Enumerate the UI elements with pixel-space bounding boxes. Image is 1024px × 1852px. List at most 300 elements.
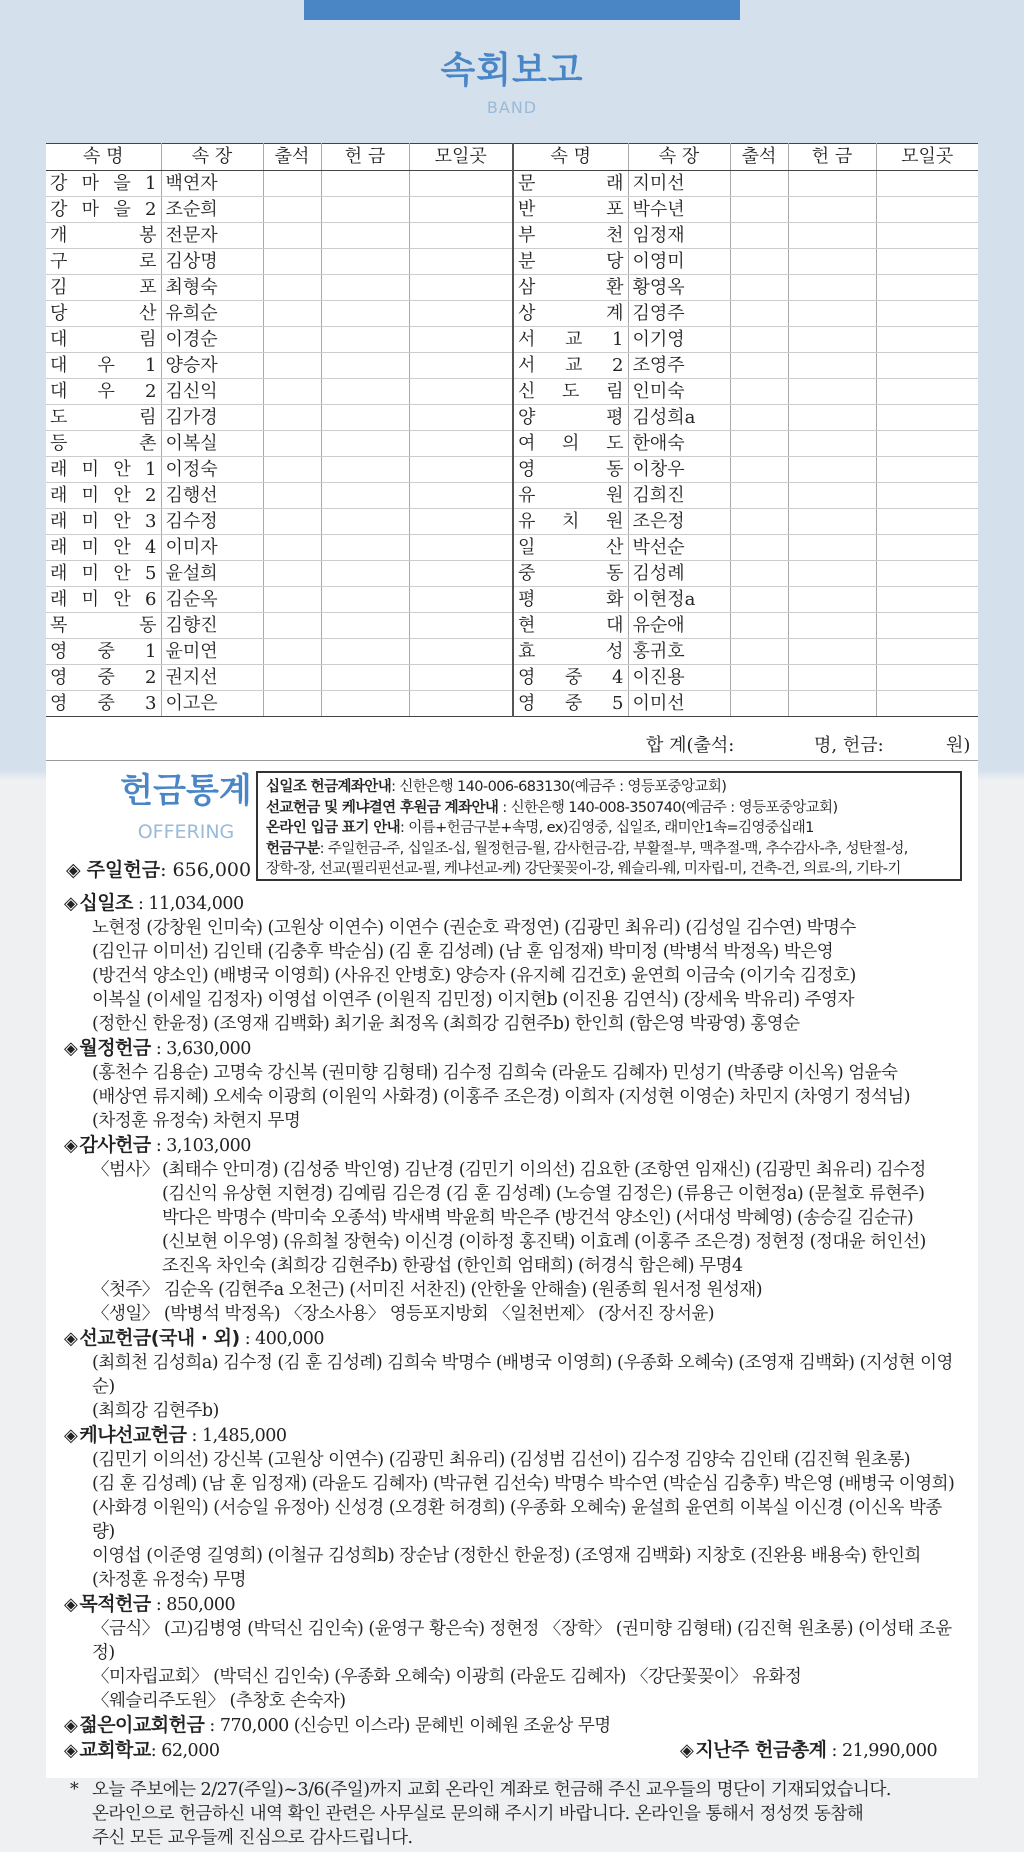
leader-name: 권지선 <box>161 665 263 691</box>
donor-line: (최희천 김성희a) 김수정 (김 훈 김성례) 김희숙 박명수 (배병국 이영희) (우종화 오혜숙) (조영재 김백화) (지성현 이영순) <box>92 1353 953 1397</box>
section-body <box>64 1351 964 1423</box>
section-label: 목적헌금 <box>79 1593 151 1615</box>
group-name: 평 화 <box>513 587 628 613</box>
meeting-place-cell <box>876 483 978 509</box>
attendance-cell <box>730 613 788 639</box>
table-row <box>46 171 978 197</box>
offering-cell <box>321 587 409 613</box>
section-text: : 770,000 (신승민 이스라) 문혜빈 이혜원 조윤상 무명 <box>204 1716 611 1736</box>
leader-name: 이미선 <box>628 691 730 717</box>
sunday-offering <box>66 855 251 882</box>
offering-cell <box>788 223 876 249</box>
offering-cell <box>321 327 409 353</box>
attendance-cell <box>730 457 788 483</box>
offering-title: 헌금통계 <box>120 771 252 811</box>
section-amount: : 11,034,000 <box>132 894 244 914</box>
leader-name: 전문자 <box>161 223 263 249</box>
leader-name: 김향진 <box>161 613 263 639</box>
section-body <box>64 1617 964 1713</box>
group-name: 삼 환 <box>513 275 628 301</box>
account-label: 십일조 헌금계좌안내 <box>266 779 392 795</box>
leader-name: 이영미 <box>628 249 730 275</box>
section-amount: : 1,485,000 <box>186 1426 287 1446</box>
notice-line: 주신 모든 교우들께 진심으로 감사드립니다. <box>92 1828 413 1848</box>
column-header: 모일곳 <box>876 144 978 171</box>
attendance-cell <box>730 327 788 353</box>
section-label: 케냐선교헌금 <box>79 1424 187 1446</box>
section-heading <box>64 1592 964 1617</box>
group-name: 당 산 <box>46 301 161 327</box>
attendance-cell <box>730 535 788 561</box>
group-name: 구 로 <box>46 249 161 275</box>
offering-cell <box>788 535 876 561</box>
table-row <box>46 639 978 665</box>
page-subtitle: BAND <box>486 98 538 117</box>
column-header: 헌 금 <box>321 144 409 171</box>
table-row <box>46 483 978 509</box>
offering-cell <box>321 223 409 249</box>
group-name: 래 미 안 2 <box>46 483 161 509</box>
diamond-icon: ◈ <box>66 859 81 881</box>
offering-cell <box>321 275 409 301</box>
leader-name: 인미숙 <box>628 379 730 405</box>
attendance-cell <box>263 665 321 691</box>
diamond-icon: ◈ <box>64 1740 78 1761</box>
section-tag: 〈범사〉 <box>92 1160 159 1180</box>
offering-cell <box>321 353 409 379</box>
leader-name: 김영주 <box>628 301 730 327</box>
section-label: 젊은이교회헌금 <box>79 1714 205 1736</box>
account-line <box>266 839 952 860</box>
group-name: 서 교 2 <box>513 353 628 379</box>
meeting-place-cell <box>409 327 513 353</box>
sunday-offering-value: : 656,000 <box>160 859 252 881</box>
donor-line: 노현정 (강창원 인미숙) (고원상 이연수) 이연수 (권순호 곽정연) (김광민 최유리) (김성일 김수연) 박명수 <box>92 918 856 938</box>
meeting-place-cell <box>876 249 978 275</box>
table-row <box>46 665 978 691</box>
group-name: 분 당 <box>513 249 628 275</box>
total-label: 합 계(출석: <box>646 735 735 756</box>
offering-section <box>64 1036 964 1133</box>
leader-name: 이현정a <box>628 587 730 613</box>
leader-name: 양승자 <box>161 353 263 379</box>
account-line <box>266 818 952 839</box>
offering-cell <box>788 171 876 197</box>
attendance-cell <box>263 379 321 405</box>
section-heading <box>64 1133 964 1158</box>
attendance-cell <box>263 171 321 197</box>
leader-name: 김신익 <box>161 379 263 405</box>
leader-name: 이복실 <box>161 431 263 457</box>
group-name: 상 계 <box>513 301 628 327</box>
attendance-cell <box>263 353 321 379</box>
meeting-place-cell <box>876 431 978 457</box>
offering-cell <box>321 405 409 431</box>
donor-line: (방건석 양소인) (배병국 이영희) (사유진 안병호) 양승자 (유지혜 김건호) 윤연희 이금숙 (이기숙 김정호) <box>92 966 856 986</box>
donor-line <box>92 1206 964 1230</box>
leader-name: 한애숙 <box>628 431 730 457</box>
last-week-total <box>680 1738 937 1763</box>
attendance-cell <box>263 483 321 509</box>
donor-text: (신보현 이우영) (유희철 장현숙) 이신경 (이하정 홍진택) 이효례 (이홍주 조은경) 정현정 (정대윤 허인선) <box>162 1232 926 1252</box>
top-accent-bar <box>304 0 740 20</box>
diamond-icon: ◈ <box>64 1135 78 1156</box>
group-name: 래 미 안 1 <box>46 457 161 483</box>
meeting-place-cell <box>876 327 978 353</box>
attendance-cell <box>730 353 788 379</box>
column-header: 속 명 <box>46 144 161 171</box>
leader-name: 지미선 <box>628 171 730 197</box>
attendance-cell <box>730 483 788 509</box>
section-heading <box>64 1423 964 1448</box>
leader-name: 유순애 <box>628 613 730 639</box>
offering-cell <box>321 665 409 691</box>
group-name: 부 천 <box>513 223 628 249</box>
attendance-cell <box>730 587 788 613</box>
group-name: 반 포 <box>513 197 628 223</box>
group-name: 래 미 안 6 <box>46 587 161 613</box>
column-header: 출석 <box>263 144 321 171</box>
offering-cell <box>321 613 409 639</box>
group-name: 도 림 <box>46 405 161 431</box>
account-line <box>266 859 952 880</box>
account-line <box>266 798 952 819</box>
offering-sections <box>64 891 964 1850</box>
diamond-icon: ◈ <box>64 1425 78 1446</box>
donor-line: (김인규 이미선) 김인태 (김충후 박순심) (김 훈 김성례) (남 훈 임정재) 박미정 (박병석 박정옥) 박은영 <box>92 942 834 962</box>
section-label: 감사헌금 <box>79 1134 151 1156</box>
meeting-place-cell <box>409 457 513 483</box>
table-row <box>46 379 978 405</box>
group-name: 김 포 <box>46 275 161 301</box>
attendance-cell <box>263 535 321 561</box>
attendance-cell <box>263 587 321 613</box>
meeting-place-cell <box>409 405 513 431</box>
leader-name: 이진용 <box>628 665 730 691</box>
group-name: 여 의 도 <box>513 431 628 457</box>
offering-cell <box>321 457 409 483</box>
attendance-cell <box>263 613 321 639</box>
meeting-place-cell <box>409 249 513 275</box>
attendance-cell <box>730 691 788 717</box>
section-text: : 62,000 <box>150 1741 220 1761</box>
attendance-cell <box>730 197 788 223</box>
section-label: 지난주 헌금총계 <box>695 1739 827 1761</box>
group-name: 현 대 <box>513 613 628 639</box>
donor-text: (김신익 유상현 지현경) 김예림 김은경 (김 훈 김성례) (노승열 김정은) (류용근 이현정a) (문철호 류현주) <box>162 1184 925 1204</box>
leader-name: 백연자 <box>161 171 263 197</box>
donor-line: (김민기 이의선) 강신복 (고원상 이연수) (김광민 최유리) (김성범 김선이) 김수정 김양숙 김인태 (김진혁 원초롱) <box>92 1450 911 1470</box>
attendance-cell <box>263 405 321 431</box>
table-row <box>46 457 978 483</box>
meeting-place-cell <box>876 275 978 301</box>
group-name: 신 도 림 <box>513 379 628 405</box>
attendance-cell <box>263 197 321 223</box>
attendance-cell <box>730 639 788 665</box>
section-heading <box>64 1036 964 1061</box>
meeting-place-cell <box>409 301 513 327</box>
table-row <box>46 405 978 431</box>
leader-name: 황영옥 <box>628 275 730 301</box>
column-header: 출석 <box>730 144 788 171</box>
meeting-place-cell <box>409 431 513 457</box>
offering-cell <box>788 249 876 275</box>
section-body <box>64 1448 964 1592</box>
meeting-place-cell <box>409 587 513 613</box>
section-text: : 21,990,000 <box>826 1741 938 1761</box>
account-info-box <box>256 771 962 881</box>
meeting-place-cell <box>409 483 513 509</box>
donor-line <box>92 1158 964 1182</box>
offering-subtitle: OFFERING <box>137 821 235 843</box>
group-name: 유 원 <box>513 483 628 509</box>
section-body <box>64 1158 964 1326</box>
leader-name: 이창우 <box>628 457 730 483</box>
meeting-place-cell <box>876 535 978 561</box>
section-amount: : 3,630,000 <box>150 1039 251 1059</box>
attendance-cell <box>730 249 788 275</box>
donor-line: (홍천수 김용순) 고명숙 강신복 (권미향 김형태) 김수정 김희숙 (라윤도 김혜자) 민성기 (박종량 이신옥) 엄윤숙 <box>92 1063 898 1083</box>
section-body <box>64 916 964 1036</box>
section-heading <box>64 891 964 916</box>
donor-line: 〈첫주〉 김순옥 (김현주a 오천근) (서미진 서찬진) (안한울 안해솔) (원종희 원서정 원성재) <box>92 1280 763 1300</box>
meeting-place-cell <box>876 665 978 691</box>
asterisk-icon: * <box>70 1780 79 1800</box>
diamond-icon: ◈ <box>64 893 78 914</box>
meeting-place-cell <box>409 639 513 665</box>
leader-name: 박선순 <box>628 535 730 561</box>
leader-name: 김상명 <box>161 249 263 275</box>
offering-cell <box>321 171 409 197</box>
diamond-icon: ◈ <box>64 1715 78 1736</box>
total-count-unit: 명, 헌금: <box>814 735 884 756</box>
offering-cell <box>788 431 876 457</box>
group-name: 목 동 <box>46 613 161 639</box>
attendance-cell <box>730 275 788 301</box>
attendance-cell <box>730 223 788 249</box>
meeting-place-cell <box>409 275 513 301</box>
offering-cell <box>788 197 876 223</box>
column-header: 속 장 <box>161 144 263 171</box>
group-name: 래 미 안 4 <box>46 535 161 561</box>
account-text: : 신한은행 140-008-350740(예금주 : 영등포중앙교회) <box>498 799 838 816</box>
offering-cell <box>788 587 876 613</box>
group-name: 양 평 <box>513 405 628 431</box>
leader-name: 윤설희 <box>161 561 263 587</box>
attendance-cell <box>730 665 788 691</box>
leader-name: 김희진 <box>628 483 730 509</box>
account-label: 온라인 입금 표기 안내 <box>266 820 401 836</box>
donor-line <box>92 1254 964 1278</box>
group-name: 대 우 1 <box>46 353 161 379</box>
attendance-cell <box>263 691 321 717</box>
donor-line: (김 훈 김성례) (남 훈 임정재) (라윤도 김혜자) (박규현 김선숙) 박명수 박수연 (박순심 김충후) 박은영 (배병국 이영희) <box>92 1474 955 1494</box>
group-name: 일 산 <box>513 535 628 561</box>
group-name: 래 미 안 3 <box>46 509 161 535</box>
notice-note <box>64 1778 964 1850</box>
group-name: 서 교 1 <box>513 327 628 353</box>
group-name: 문 래 <box>513 171 628 197</box>
offering-cell <box>788 509 876 535</box>
diamond-icon: ◈ <box>64 1594 78 1615</box>
leader-name: 이고은 <box>161 691 263 717</box>
leader-name: 박수년 <box>628 197 730 223</box>
group-name: 영 중 2 <box>46 665 161 691</box>
group-name: 대 우 2 <box>46 379 161 405</box>
offering-cell <box>788 665 876 691</box>
offering-section <box>64 1133 964 1326</box>
offering-cell <box>321 483 409 509</box>
offering-cell <box>788 327 876 353</box>
offering-cell <box>321 197 409 223</box>
offering-cell <box>321 509 409 535</box>
group-name: 중 동 <box>513 561 628 587</box>
group-name: 영 중 3 <box>46 691 161 717</box>
meeting-place-cell <box>876 691 978 717</box>
notice-line: 온라인으로 헌금하신 내역 확인 관련은 사무실로 문의해 주시기 바랍니다. 온라인을 통해서 정성껏 동참해 <box>92 1804 864 1824</box>
diamond-icon: ◈ <box>64 1328 78 1349</box>
donor-line: (정한신 한윤정) (조영재 김백화) 최기윤 최정옥 (최희강 김현주b) 한인희 (함은영 박광영) 홍영순 <box>92 1014 800 1034</box>
meeting-place-cell <box>876 613 978 639</box>
attendance-cell <box>730 509 788 535</box>
meeting-place-cell <box>876 171 978 197</box>
group-name: 강 마 을 1 <box>46 171 161 197</box>
leader-name: 김성례 <box>628 561 730 587</box>
group-name: 등 촌 <box>46 431 161 457</box>
diamond-icon: ◈ <box>64 1038 78 1059</box>
table-row <box>46 301 978 327</box>
table-row <box>46 197 978 223</box>
donor-line: (차정훈 유정숙) 무명 <box>92 1570 247 1590</box>
content-sheet <box>46 143 978 1848</box>
group-name: 효 성 <box>513 639 628 665</box>
leader-name: 홍귀호 <box>628 639 730 665</box>
attendance-cell <box>730 561 788 587</box>
group-name: 강 마 을 2 <box>46 197 161 223</box>
attendance-cell <box>263 223 321 249</box>
attendance-cell <box>263 457 321 483</box>
offering-cell <box>788 639 876 665</box>
meeting-place-cell <box>876 509 978 535</box>
meeting-place-cell <box>876 301 978 327</box>
group-name: 영 중 5 <box>513 691 628 717</box>
attendance-cell <box>730 301 788 327</box>
section-label: 월정헌금 <box>79 1037 151 1059</box>
meeting-place-cell <box>409 613 513 639</box>
offering-cell <box>321 639 409 665</box>
leader-name: 이경순 <box>161 327 263 353</box>
account-line <box>266 777 952 798</box>
meeting-place-cell <box>876 223 978 249</box>
account-label: 헌금구분 <box>266 840 320 857</box>
donor-line: 〈금식〉 (고)김병영 (박덕신 김인숙) (윤영구 황은숙) 정현정 〈장학〉 (권미향 김형태) (김진혁 원초롱) (이성태 조윤정) <box>92 1619 952 1663</box>
offering-section <box>64 1592 964 1713</box>
section-amount: : 3,103,000 <box>150 1136 251 1156</box>
meeting-place-cell <box>876 587 978 613</box>
donor-line <box>92 1182 964 1206</box>
offering-cell <box>321 691 409 717</box>
offering-cell <box>788 275 876 301</box>
leader-name: 윤미연 <box>161 639 263 665</box>
donor-line: 이영섭 (이준영 길영희) (이철규 김성희b) 장순남 (정한신 한윤정) (조영재 김백화) 지창호 (진완용 배용숙) 한인희 <box>92 1546 921 1566</box>
donor-line: 〈생일〉 (박병석 박정옥) 〈장소사용〉 영등포지방회 〈일천번제〉 (장서진 장서윤) <box>92 1304 715 1324</box>
meeting-place-cell <box>409 561 513 587</box>
section-amount: : 850,000 <box>150 1595 236 1615</box>
donor-text: (최태수 안미경) (김성중 박인영) 김난경 (김민기 이의선) 김요한 (조항연 임재신) (김광민 최유리) 김수정 <box>162 1160 926 1180</box>
attendance-cell <box>263 327 321 353</box>
table-row <box>46 249 978 275</box>
attendance-cell <box>263 275 321 301</box>
offering-section <box>64 1326 964 1423</box>
meeting-place-cell <box>876 353 978 379</box>
offering-cell <box>788 691 876 717</box>
section-label: 십일조 <box>79 892 133 914</box>
offering-cell <box>321 431 409 457</box>
donor-line <box>92 1230 964 1254</box>
donor-text: 박다은 박명수 (박미숙 오종석) 박새벽 박윤희 박은주 (방건석 양소인) (서대성 박혜영) (송승길 김순규) <box>162 1208 914 1228</box>
leader-name: 이정숙 <box>161 457 263 483</box>
donor-line: 〈웨슬리주도원〉 (추창호 손숙자) <box>92 1691 346 1711</box>
leader-name: 김수정 <box>161 509 263 535</box>
attendance-cell <box>263 249 321 275</box>
leader-name: 김순옥 <box>161 587 263 613</box>
total-line <box>46 731 978 761</box>
offering-cell <box>321 561 409 587</box>
account-text: : 이름+헌금구분+속명, ex)김영중, 십일조, 래미안1속=김영중십래1 <box>400 820 814 836</box>
column-header: 속 명 <box>513 144 628 171</box>
offering-cell <box>321 249 409 275</box>
leader-name: 이기영 <box>628 327 730 353</box>
attendance-cell <box>263 509 321 535</box>
attendance-cell <box>263 301 321 327</box>
group-name: 영 중 1 <box>46 639 161 665</box>
meeting-place-cell <box>876 197 978 223</box>
table-row <box>46 587 978 613</box>
meeting-place-cell <box>876 561 978 587</box>
account-text: : 주일헌금-주, 십일조-십, 월정헌금-월, 감사헌금-감, 부활절-부, 맥추절-맥, 추수감사-추, 성탄절-성, <box>319 840 908 857</box>
leader-name: 유희순 <box>161 301 263 327</box>
column-header: 모일곳 <box>409 144 513 171</box>
total-money-unit: 원) <box>946 735 971 756</box>
column-header: 속 장 <box>628 144 730 171</box>
meeting-place-cell <box>876 639 978 665</box>
attendance-cell <box>730 405 788 431</box>
donor-line: (최희강 김현주b) <box>92 1401 219 1421</box>
section-label: 교회학교 <box>79 1739 151 1761</box>
offering-section <box>64 1423 964 1592</box>
attendance-cell <box>730 431 788 457</box>
table-row <box>46 353 978 379</box>
notice-line: 오늘 주보에는 2/27(주일)~3/6(주일)까지 교회 온라인 계좌로 헌금해 주신 교우들의 명단이 기재되었습니다. <box>92 1780 891 1800</box>
meeting-place-cell <box>876 405 978 431</box>
leader-name: 김성희a <box>628 405 730 431</box>
meeting-place-cell <box>409 691 513 717</box>
offering-cell <box>788 483 876 509</box>
diamond-icon: ◈ <box>680 1740 694 1761</box>
leader-name: 이미자 <box>161 535 263 561</box>
offering-cell <box>321 379 409 405</box>
donor-line: 이복실 (이세일 김정자) 이영섭 이연주 (이원직 김민정) 이지현b (이진용 김연식) (장세욱 박유리) 주영자 <box>92 990 854 1010</box>
group-name: 래 미 안 5 <box>46 561 161 587</box>
table-row <box>46 223 978 249</box>
donor-line: (사화경 이원익) (서승일 유정아) 신성경 (오경환 허경희) (우종화 오혜숙) 윤설희 윤연희 이복실 이신경 (이신옥 박종량) <box>92 1498 942 1542</box>
offering-cell <box>788 457 876 483</box>
meeting-place-cell <box>876 379 978 405</box>
sunday-offering-label: 주일헌금 <box>86 859 161 881</box>
column-header: 헌 금 <box>788 144 876 171</box>
offering-cell <box>788 379 876 405</box>
donor-line: (배상연 류지혜) 오세숙 이광희 (이원익 사화경) (이홍주 조은경) 이희자 (지성현 이영순) 차민지 (차영기 정석님) <box>92 1087 911 1107</box>
